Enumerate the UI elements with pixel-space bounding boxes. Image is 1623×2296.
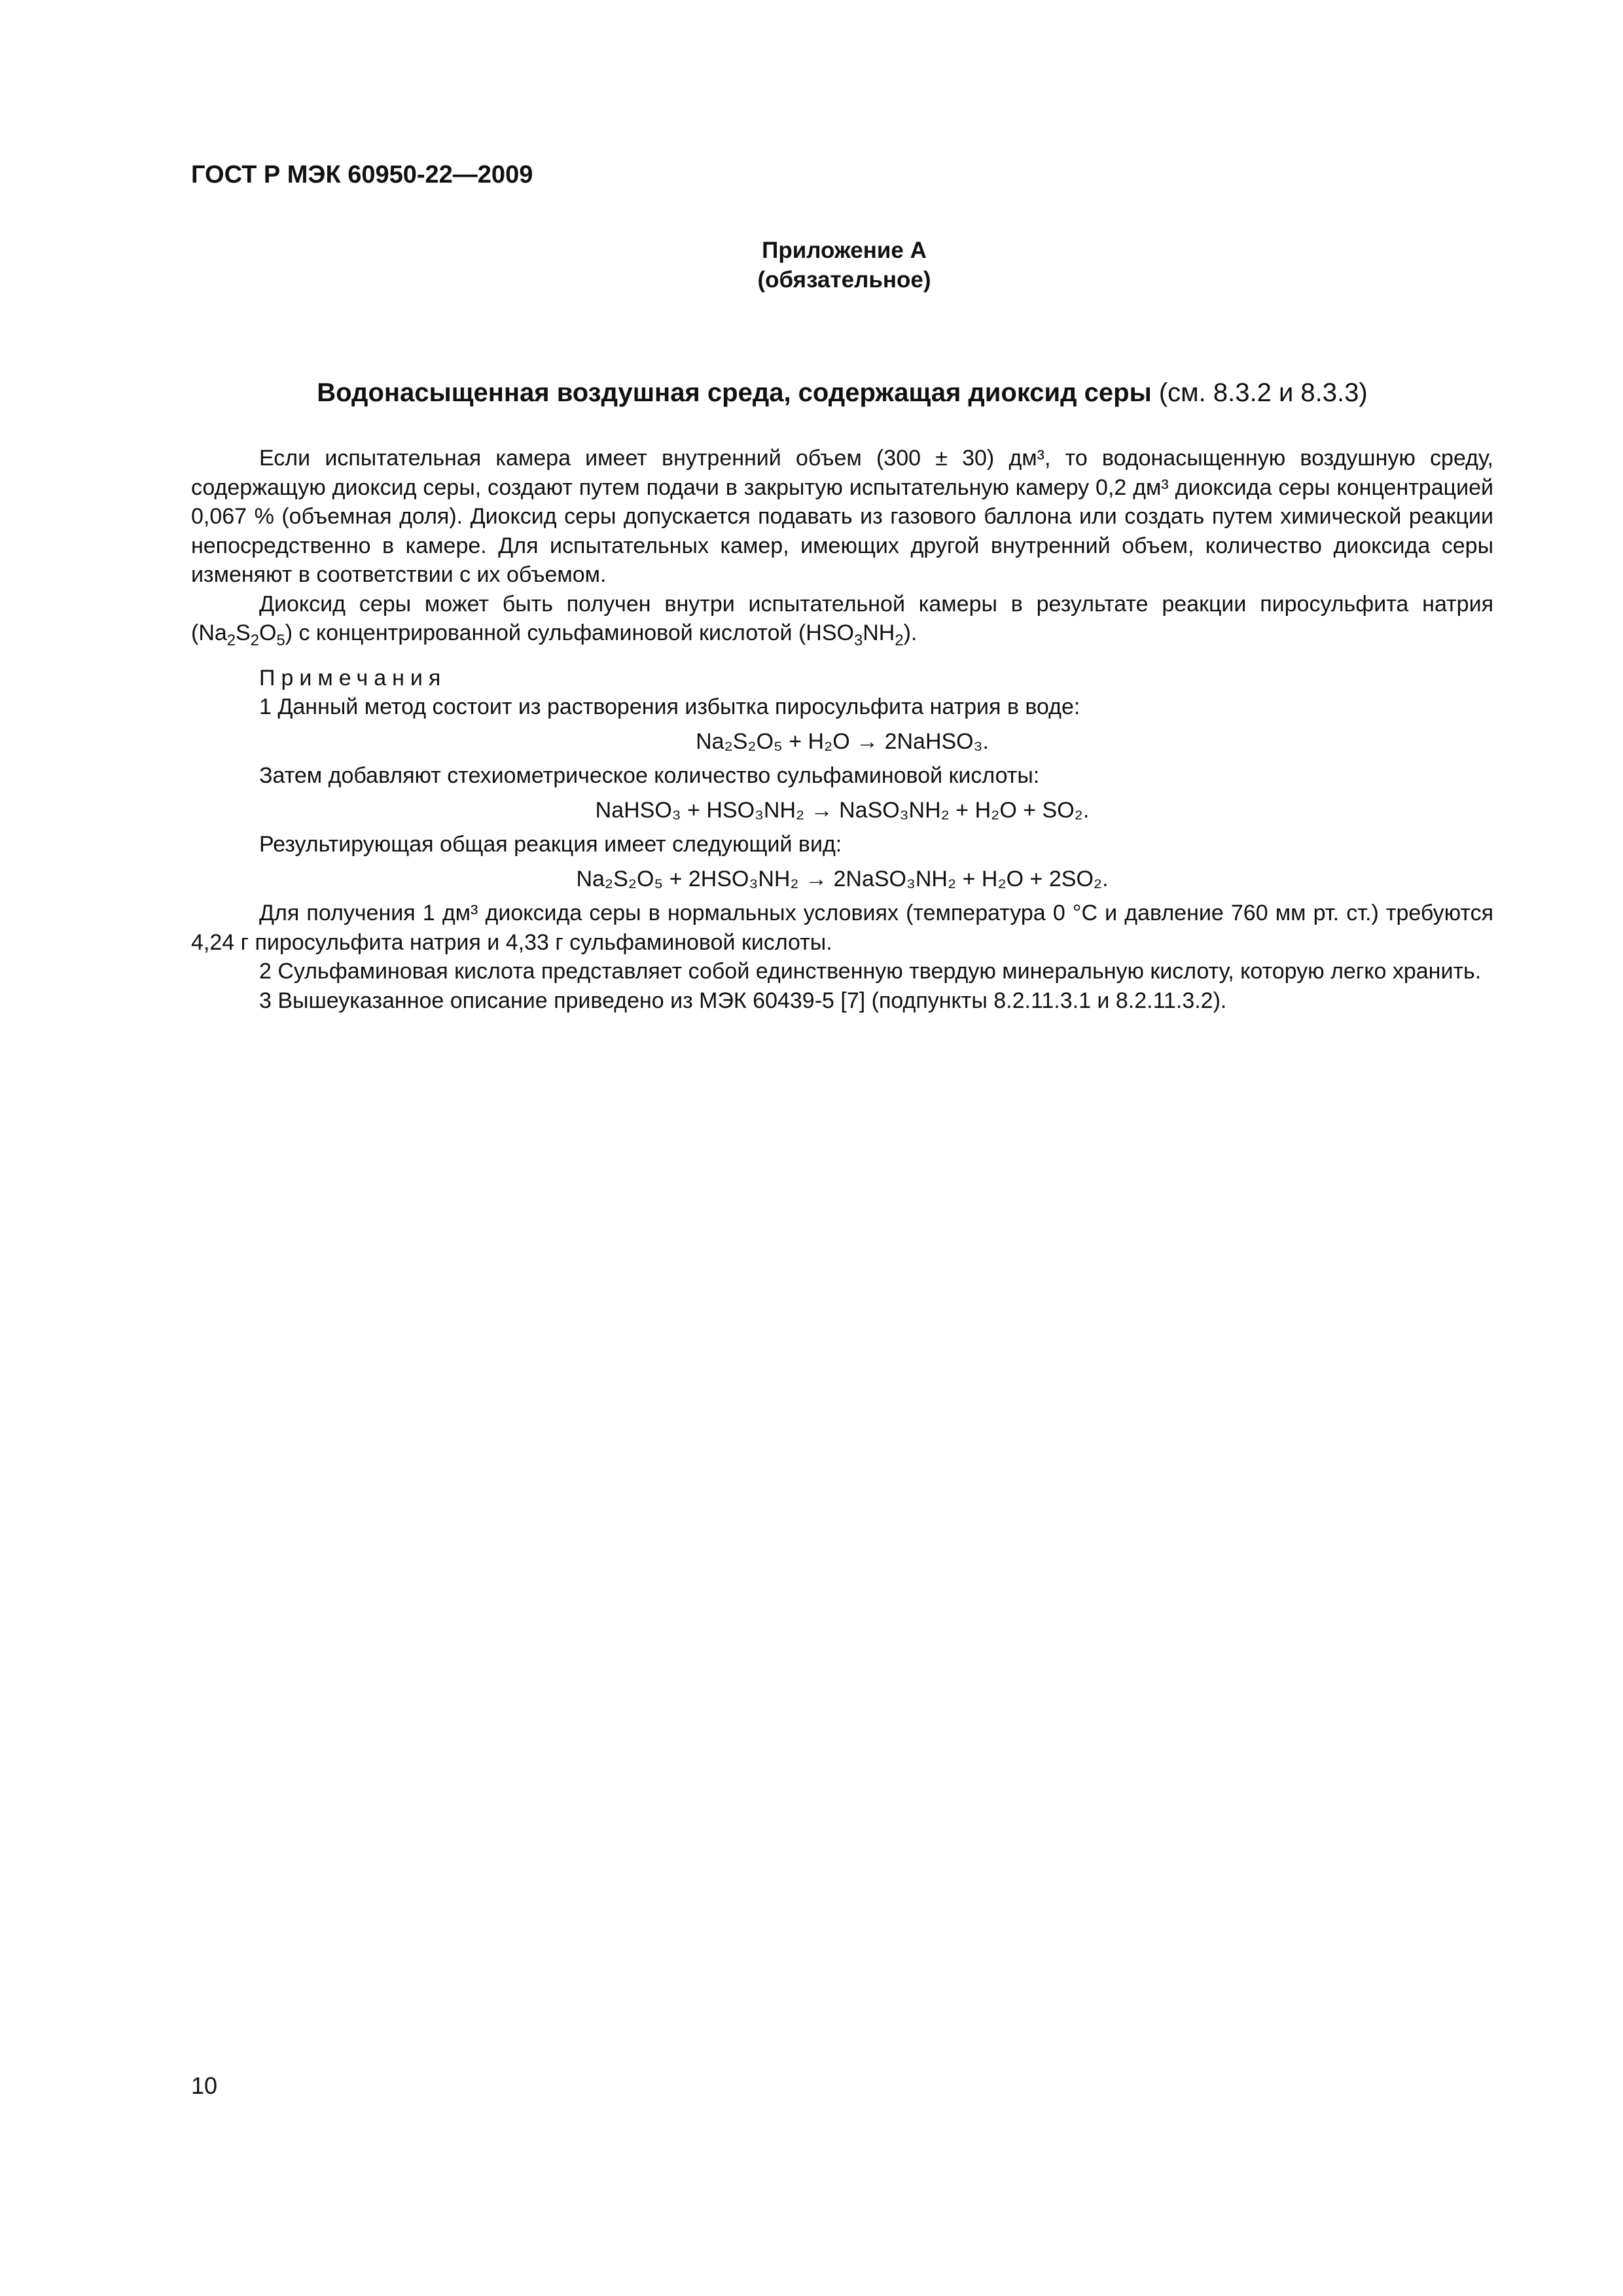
- section-title-main: Водонасыщенная воздушная среда, содержащая диоксид серы: [317, 378, 1152, 407]
- note-1-step-2: Затем добавляют стехиометрическое количество сульфаминовой кислоты:: [259, 763, 1040, 788]
- page-number: 10: [191, 2072, 218, 2099]
- paragraph-chamber-volume: Если испытательная камера имеет внутренний объем (300 ± 30) дм³, то водонасыщенную воздушную среду, содержащую диоксид серы, создают путем подачи в закрытую испытательную камеру 0,2 дм³ диоксида серы концентрацией 0,067 % (объемная доля). Диоксид серы допускается подавать из газового баллона или создать путем химической реакции непосредственно в камере. Для испытательных камер, имеющих другой внутренний объем, количество диоксида серы изменяют в соответствии с их объемом.: [191, 446, 1493, 587]
- notes-heading: Примечания: [259, 665, 447, 691]
- formula-2: NaHSO₃ + HSO₃NH₂ → NaSO₃NH₂ + H₂O + SO₂.: [595, 797, 1090, 823]
- section-title-reference: (см. 8.3.2 и 8.3.3): [1151, 378, 1368, 407]
- paragraph-text-segment: ).: [903, 620, 918, 645]
- subscript: 2: [226, 631, 236, 649]
- note-2: 2 Сульфаминовая кислота представляет собой единственную твердую минеральную кислоту, которую легко хранить.: [259, 959, 1482, 984]
- note-1-step-3: Результирующая общая реакция имеет следующий вид:: [259, 832, 842, 857]
- paragraph-reaction-source: [191, 590, 1493, 648]
- appendix-title: Приложение А: [762, 238, 927, 263]
- paragraph-text-segment: O: [259, 620, 277, 645]
- note-3: 3 Вышеуказанное описание приведено из МЭК 60439-5 [7] (подпункты 8.2.11.3.1 и 8.2.11.3.2).: [259, 988, 1227, 1013]
- appendix-status: (обязательное): [757, 267, 931, 293]
- paragraph-text-segment: NH: [863, 620, 895, 645]
- formula-1: Na₂S₂O₅ + H₂O → 2NaHSO₃.: [696, 728, 989, 754]
- note-1: 1 Данный метод состоит из растворения избытка пиросульфита натрия в воде:: [259, 694, 1080, 719]
- subscript: 2: [250, 631, 259, 649]
- formula-3: Na₂S₂O₅ + 2HSO₃NH₂ → 2NaSO₃NH₂ + H₂O + 2SO₂.: [576, 866, 1109, 891]
- paragraph-text-segment: ) с концентрированной сульфаминовой кислотой (HSO: [285, 620, 854, 645]
- appendix-heading: [0, 236, 1623, 295]
- document-header: ГОСТ Р МЭК 60950-22—2009: [191, 161, 533, 188]
- section-title: [191, 378, 1493, 408]
- subscript: 3: [853, 631, 863, 649]
- document-body: [191, 444, 1493, 1015]
- note-1-amounts: Для получения 1 дм³ диоксида серы в нормальных условиях (температура 0 °С и давление 760 мм рт. ст.) требуются 4,24 г пиросульфита натрия и 4,33 г сульфаминовой кислоты.: [191, 901, 1493, 955]
- paragraph-text-segment: Диоксид серы может быть получен внутри испытательной камеры в результате реакции пиросульфита натрия (Na: [191, 591, 1493, 645]
- paragraph-text-segment: S: [236, 620, 251, 645]
- subscript: 2: [895, 631, 904, 649]
- subscript: 5: [276, 631, 285, 649]
